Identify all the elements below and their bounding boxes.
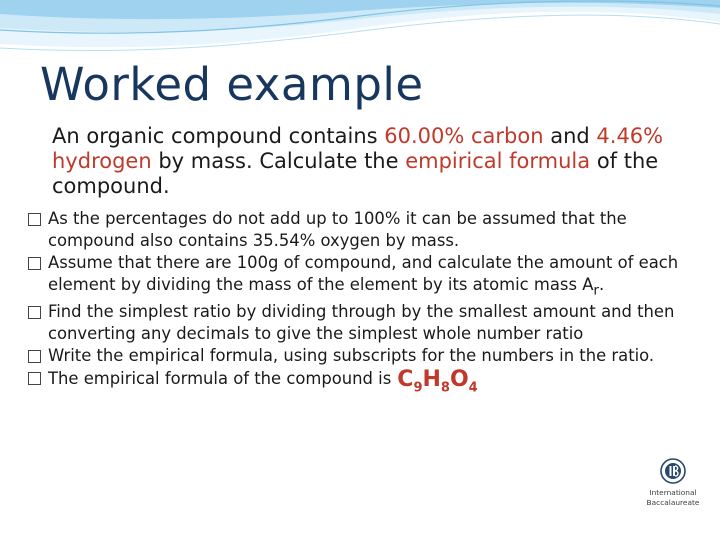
formula-hydrogen: H: [422, 367, 441, 393]
intro-text-3: by mass. Calculate the: [151, 149, 406, 173]
formula-hydrogen-count: 8: [440, 380, 450, 396]
bullet-text: As the percentages do not add up to 100% it can be assumed that the compound also contains 35.54% oxygen by mass.: [48, 209, 627, 250]
checkbox-bullet-icon: [28, 257, 41, 270]
intro-text-4: of the compound.: [52, 149, 659, 198]
bullet-item: [28, 208, 704, 252]
intro-text-1: An organic compound contains: [52, 124, 385, 148]
bullet-text-end: .: [599, 275, 605, 294]
checkbox-bullet-icon: [28, 372, 41, 385]
empirical-formula-term: empirical formula: [405, 149, 591, 173]
checkbox-bullet-icon: [28, 350, 41, 363]
bullet-item: [28, 367, 704, 397]
intro-paragraph: [52, 124, 702, 199]
page-title: Worked example: [40, 58, 424, 111]
formula-oxygen: O: [449, 367, 469, 393]
empirical-formula-answer: [397, 367, 478, 396]
intro-text-2: and: [543, 124, 597, 148]
bullet-text: The empirical formula of the compound is: [48, 369, 392, 389]
ib-logo-line2: Baccalaureate: [646, 498, 700, 507]
formula-carbon-count: 9: [413, 380, 423, 396]
formula-oxygen-count: 4: [468, 380, 478, 396]
checkbox-bullet-icon: [28, 306, 41, 319]
bullet-text: Assume that there are 100g of compound, and calculate the amount of each element by dividing the mass of the element by its atomic mass A: [48, 253, 679, 294]
ib-logo-line1: International: [649, 488, 697, 497]
hydrogen-percentage: 4.46% hydrogen: [52, 124, 664, 173]
carbon-percentage: 60.00% carbon: [384, 124, 544, 148]
ib-emblem-icon: [660, 458, 686, 484]
bullet-item: [28, 345, 704, 367]
subscript-r: r: [593, 282, 600, 299]
bullet-text: Find the simplest ratio by dividing through by the smallest amount and then converting any decimals to give the simplest whole number ratio: [48, 302, 675, 344]
ib-logo: [642, 458, 704, 512]
bullet-item: [28, 252, 704, 301]
bullet-item: [28, 301, 704, 345]
bullet-text: Write the empirical formula, using subscripts for the numbers in the ratio.: [48, 346, 655, 366]
checkbox-bullet-icon: [28, 213, 41, 226]
bullet-list: [28, 208, 704, 398]
formula-carbon: C: [397, 367, 414, 393]
